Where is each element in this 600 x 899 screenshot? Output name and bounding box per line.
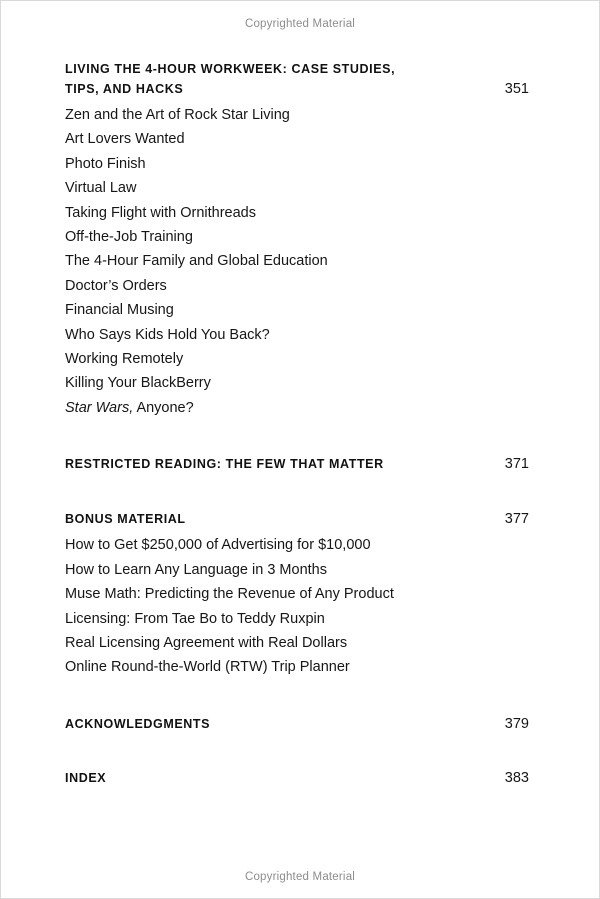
toc-item-text: How to Learn Any Language in 3 Months <box>65 561 327 578</box>
toc-page-number: 351 <box>504 80 529 97</box>
toc-heading-text: RESTRICTED READING: THE FEW THAT MATTER <box>65 457 384 472</box>
toc-item <box>65 201 529 225</box>
toc-item-text: Zen and the Art of Rock Star Living <box>65 107 290 123</box>
toc-section-heading <box>65 510 529 530</box>
toc-item-text: Licensing: From Tae Bo to Teddy Ruxpin <box>65 610 325 627</box>
toc-item-text: Taking Flight with Ornithreads <box>65 204 256 221</box>
toc-item <box>65 225 529 249</box>
toc-heading-line <box>65 510 529 530</box>
toc-item <box>65 631 529 655</box>
toc-item-text: Muse Math: Predicting the Revenue of Any Product <box>65 586 394 603</box>
toc <box>1 60 599 789</box>
toc-item <box>65 371 529 395</box>
copyright-notice-bottom: Copyrighted Material <box>244 871 356 883</box>
toc-page-number: 371 <box>504 456 529 473</box>
toc-heading-line <box>65 769 529 789</box>
toc-item <box>65 396 529 420</box>
toc-item-text: Financial Musing <box>65 302 174 319</box>
toc-heading-line <box>65 455 529 475</box>
toc-item-text: Anyone? <box>133 399 194 416</box>
toc-page-number: 379 <box>504 715 529 732</box>
toc-heading-line <box>65 715 529 735</box>
toc-item-text: Killing Your BlackBerry <box>65 375 211 392</box>
toc-item-text: Doctor’s Orders <box>65 277 167 294</box>
copyright-notice-top: Copyrighted Material <box>244 18 356 30</box>
toc-item <box>65 176 529 200</box>
toc-section-heading <box>65 769 529 789</box>
toc-item <box>65 103 529 127</box>
toc-item <box>65 655 529 679</box>
toc-heading-text: LIVING THE 4-HOUR WORKWEEK: CASE STUDIES, <box>65 62 396 76</box>
toc-heading-text: TIPS, AND HACKS <box>65 81 184 96</box>
toc-item <box>65 347 529 371</box>
toc-item <box>65 298 529 322</box>
toc-item-text: Real Licensing Agreement with Real Dollars <box>65 634 348 651</box>
toc-item-text: Working Remotely <box>65 351 184 368</box>
toc-item <box>65 274 529 298</box>
toc-item <box>65 323 529 347</box>
toc-page-number: 383 <box>504 770 529 787</box>
toc-item-text: The 4-Hour Family and Global Education <box>65 253 328 270</box>
toc-heading-text: ACKNOWLEDGMENTS <box>65 716 211 731</box>
toc-section <box>65 455 529 475</box>
toc-item-text: Online Round-the-World (RTW) Trip Planner <box>65 659 350 676</box>
toc-item <box>65 152 529 176</box>
toc-section-heading <box>65 715 529 735</box>
toc-item <box>65 127 529 151</box>
toc-page-number: 377 <box>504 510 529 527</box>
toc-item <box>65 558 529 582</box>
toc-section <box>65 510 529 680</box>
toc-item-text: Virtual Law <box>65 180 137 197</box>
toc-item <box>65 607 529 631</box>
toc-item-text: Art Lovers Wanted <box>65 131 185 148</box>
toc-item-text: Off-the-Job Training <box>65 229 193 246</box>
toc-item-text: How to Get $250,000 of Advertising for $10,000 <box>65 537 371 554</box>
toc-heading-line <box>65 80 529 100</box>
toc-item-text: Who Says Kids Hold You Back? <box>65 326 270 343</box>
toc-item-text: Photo Finish <box>65 155 146 172</box>
toc-item-text-italic: Star Wars, <box>65 399 134 416</box>
toc-section-heading <box>65 60 529 99</box>
toc-section <box>65 715 529 735</box>
toc-section <box>65 60 529 420</box>
toc-section-heading <box>65 455 529 475</box>
toc-heading-text: BONUS MATERIAL <box>65 511 186 526</box>
toc-item <box>65 582 529 606</box>
toc-section <box>65 769 529 789</box>
toc-heading-text: INDEX <box>65 771 107 786</box>
toc-heading-line <box>65 60 529 80</box>
toc-item <box>65 249 529 273</box>
toc-item <box>65 533 529 557</box>
